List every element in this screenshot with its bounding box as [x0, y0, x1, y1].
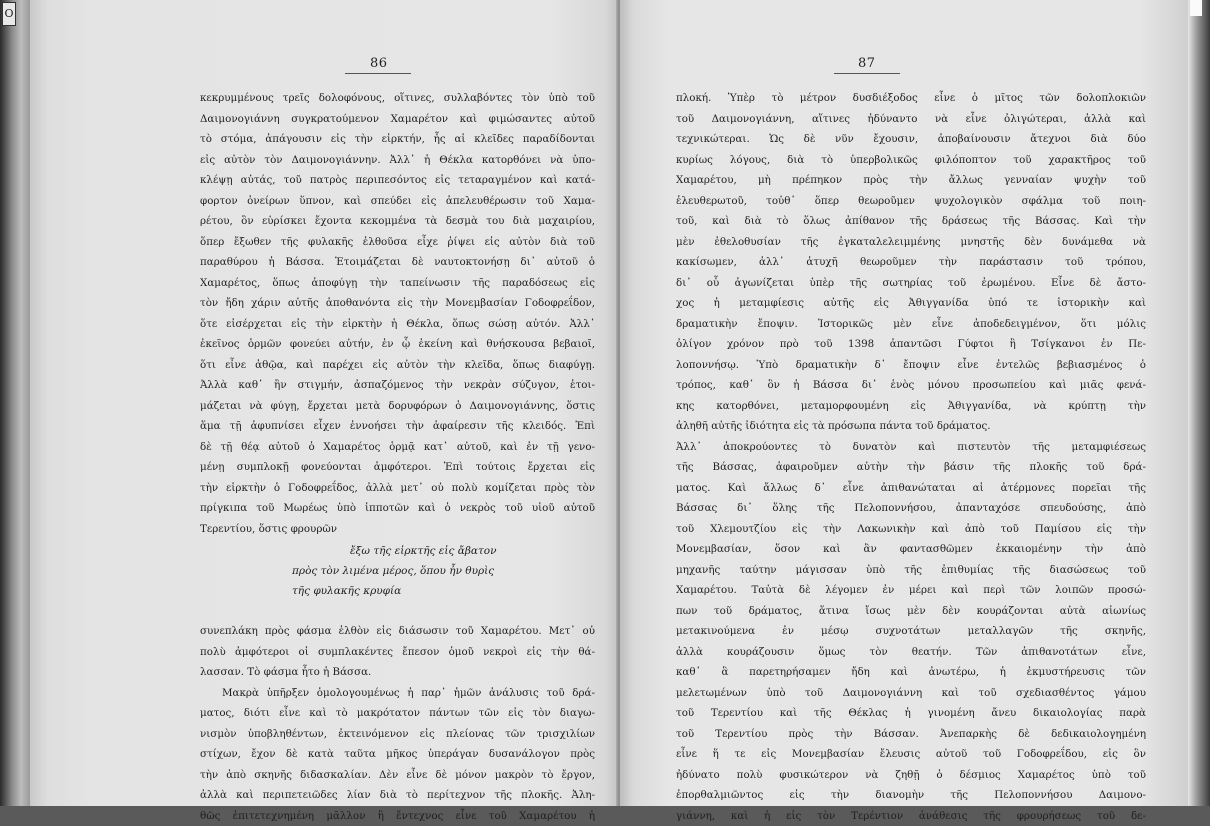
text-line: δι᾽ οὗ ἀγωνίζεται ὑπὲρ τῆς σωτηρίας τοῦ ἐρωμένου. Εἶνε δὲ ἄστο-: [676, 273, 1146, 294]
text-line: τοῦ Χλεμουτζίου εἰς τὴν Λακωνικὴν καὶ ἀπὸ τοῦ Παμίσου εἰς τὴν: [676, 519, 1146, 540]
text-line: Δαιμονογιάννη συγκρατούμενον Χαμαρέτον καὶ φιμώσαντες αὐτοῦ: [200, 109, 595, 130]
text-line: τῆς Βάσσας, ἀφαιροῦμεν αὐτὴν τὴν βάσιν τῆς πλοκῆς τοῦ δρά-: [676, 457, 1146, 478]
left-page-number-rule: [345, 73, 411, 74]
text-line: τοῦ Δαιμονογιάννη, αἵτινες ἠδύναντο νὰ εἶνε ὀλιγώτεραι, ἀλλὰ καὶ: [676, 109, 1146, 130]
text-line: ἅμα τῇ ἀφυπνίσει εἶχεν ἐννοήσει τὴν ἀφαίρεσιν τῆς κλειδός. Ἐπὶ: [200, 416, 595, 437]
right-page: [620, 0, 1188, 806]
text-line: τοῦ Τερεντίου πρὸς τὴν Βάσσαν. Ἀνεπαρκὴς δὲ δεδικαιολογημένη: [676, 724, 1146, 745]
text-line: ἀλλὰ καὶ περιπετειῶδες λίαν διὰ τὸ περίτεχνον τῆς πλοκῆς. Ἀλη-: [200, 785, 595, 806]
text-line: δὲ τῇ θέᾳ αὐτοῦ ὁ Χαμαρέτος ὁρμᾷ κατ᾽ αὐτοῦ, καὶ ἐν τῇ γενο-: [200, 437, 595, 458]
text-line: μετακινούμενα ἐν μέσῳ συχνοτάτων μεταλλαγῶν τῆς σκηνῆς,: [676, 621, 1146, 642]
text-line: ὀλίγον χρόνον πρὸ τοῦ 1398 ἀπαντῶσι Γύφτοι ἢ Τσίγκανοι ἐν Πε-: [676, 334, 1146, 355]
text-line: μὲν ἐθελοθυσίαν τῆς ἐγκαταλελειμμένης μνηστῆς δὲν δυνάμεθα νὰ: [676, 232, 1146, 253]
text-line: μελετωμένων ὑπὸ τοῦ Δαιμονογιάννη καὶ τοῦ σχεδιασθέντος γάμου: [676, 683, 1146, 704]
text-line: κακίσωμεν, ἀλλ᾽ ἀτυχῆ θεωροῦμεν τὴν παράστασιν τοῦ τρόπου,: [676, 252, 1146, 273]
text-line: ματος, διότι εἶνε καὶ τὸ μακρότατον πάντων τῶν εἰς τὸν διαγω-: [200, 703, 595, 724]
text-line: τὸ στόμα, ἀπάγουσιν εἰς τὴν εἱρκτήν, ἧς αἱ κλεῖδες παραδίδονται: [200, 129, 595, 150]
verse-block: [200, 539, 595, 621]
verse-line-2: πρὸς τὸν λιμένα μέρος, ὅπου ἦν θυρὶς: [200, 561, 595, 581]
text-line: ρέτου, ὃν εὑρίσκει ἔχοντα κεκομμένα τὰ δεσμὰ του διὰ μαχαιρίου,: [200, 211, 595, 232]
text-line: ἀλλὰ κουράζουσιν ὅμως τὸν θεατήν. Τῶν ἀπιθανοτάτων εἶνε,: [676, 642, 1146, 663]
text-line: παραθύρου ἡ Βάσσα. Ἑτοιμάζεται δὲ ναυτοκτονήσῃ δι᾽ αὐτοῦ ὁ: [200, 252, 595, 273]
text-line: μάζεται νὰ φύγῃ, ἔρχεται μετὰ δορυφόρων ὁ Δαιμονογιάννης, ὅστις: [200, 396, 595, 417]
left-page-number: 86: [370, 56, 388, 71]
text-line: κεκρυμμένους τρεῖς δολοφόνους, οἵτινες, συλλαβόντες τὸν ὑπὸ τοῦ: [200, 88, 595, 109]
text-line: πων τοῦ δράματος, ἅτινα ἴσως μὲν δὲν κουράζονται αὐτὰ αἰωνίως: [676, 601, 1146, 622]
text-line: φορτον ὀνείρων ὕπνον, καὶ σπεύδει εἰς ἀπελευθέρωσιν τοῦ Χαμα-: [200, 191, 595, 212]
text-line: κλέψῃ αὐτάς, τοῦ πατρὸς περιπεσόντος εἰς τεταραγμένον καὶ κατά-: [200, 170, 595, 191]
text-line: τρόπος, καθ᾽ ὃν ἡ Βάσσα δι᾽ ἑνὸς μόνου προσωπείου καὶ μιᾶς φενά-: [676, 375, 1146, 396]
text-line: Χαμαρέτος, ὅπως ἀποφύγῃ τὴν ταπείνωσιν τῆς παραδόσεως εἰς: [200, 273, 595, 294]
text-line: λασσαν. Τὸ φάσμα ἦτο ἡ Βάσσα.: [200, 662, 595, 683]
right-page-number: 87: [858, 56, 876, 71]
text-line: μηχανῆς ταύτην μάγισσαν ὑπὸ τῆς ἐπιθυμίας τῆς διασώσεως τοῦ: [676, 560, 1146, 581]
text-line: ὅτι εἶνε ἀθῷα, καὶ παρέχει εἰς αὐτὸν τὴν κλεῖδα, ὅπως διαφύγῃ.: [200, 355, 595, 376]
text-line: δραματικὴν ἔποψιν. Ἱστορικῶς μὲν εἶνε ἀποδεδειγμένον, ὅτι μόλις: [676, 314, 1146, 335]
text-line: Μονεμβασίαν, ὅσον καὶ ἂν φαντασθῶμεν ἐκκαιομένην τὴν ἀπὸ: [676, 539, 1146, 560]
text-line: ἐλευθερωτοῦ, τοὐθ᾽ ὅπερ θεωροῦμεν ψυχολογικὸν σφάλμα τοῦ ποιη-: [676, 191, 1146, 212]
text-line: πολὺ ἀμφότεροι οἱ συμπλακέντες ἔπεσον ὁμοῦ νεκροὶ εἰς τὴν θά-: [200, 642, 595, 663]
left-edge-strip: [0, 0, 30, 806]
text-line: Χαμαρέτου. Ταὐτὰ δὲ λέγομεν ἐν μέρει καὶ περὶ τῶν λοιπῶν προσώ-: [676, 580, 1146, 601]
text-line: πρίγκιπα τοῦ Μωρέως ὑπὸ ἱπποτῶν καὶ ὁ νεκρὸς τοῦ υἱοῦ αὐτοῦ: [200, 498, 595, 519]
text-line: Ἀλλὰ καθ᾽ ἣν στιγμήν, ἀσπαζόμενος τὴν νεκρὰν σύζυγον, ἑτοι-: [200, 375, 595, 396]
left-page-text: [200, 88, 595, 826]
text-line: Τερεντίου, ὅστις φρουρῶν: [200, 519, 595, 540]
text-line: εἰς αὐτὸν τὸν Δαιμονογιάννην. Ἀλλ᾽ ἡ Θέκλα κατορθόνει νὰ ὑπο-: [200, 150, 595, 171]
text-line: Ἀλλ᾽ ἀποκρούοντες τὸ δυνατὸν καὶ πιστευτὸν τῆς μεταμφιέσεως: [676, 437, 1146, 458]
text-line: τὸν ἤδη χάριν αὐτῆς ἀποθανόντα εἰς τὴν Μονεμβασίαν Γοδοφρεΐδον,: [200, 293, 595, 314]
text-line: στίχων, ἔχον δὲ κατὰ ταῦτα μῆκος ὑπεράγαν δυσανάλογον πρὸς: [200, 744, 595, 765]
text-line: εἶνε ἥ τε εἰς Μονεμβασίαν ἔλευσις αὐτοῦ τοῦ Γοδοφρεΐδου, εἰς ὃν: [676, 744, 1146, 765]
text-line: ἐκεῖνος ὁρμῶν φονεύει αὐτήν, ἐν ᾧ ἐκείνη καὶ θνήσκουσα βεβαιοῖ,: [200, 334, 595, 355]
verse-line-1: ἔξω τῆς εἱρκτῆς εἰς ἄβατον: [200, 541, 595, 561]
text-line: τὴν ἀπὸ σκηνῆς διδασκαλίαν. Δὲν εἶνε δὲ μόνον μακρὸν τὸ ἔργον,: [200, 765, 595, 786]
text-line: τοῦ Τερεντίου καὶ τῆς Θέκλας ἡ γινομένη ἄνευ δικαιολογίας παρὰ: [676, 703, 1146, 724]
text-line: γιάννη, καὶ ἡ εἰς τὸν Τερέντιον ἀνάθεσις τῆς φρουρήσεως τοῦ δε-: [676, 806, 1146, 826]
text-line: μένῃ συμπλοκῇ φονεύονται ἀμφότεροι. Ἐπὶ τούτοις ἔρχεται εἰς: [200, 457, 595, 478]
text-line: ὅπερ ἔξωθεν τῆς φυλακῆς ἐλθοῦσα εἶχε ῥίψει εἰς αὐτὸν διὰ τοῦ: [200, 232, 595, 253]
text-line: ματος. Καὶ ἄλλως δ᾽ εἶνε ἀπιθανώταται αἱ ἀτέρμονες πορεῖαι τῆς: [676, 478, 1146, 499]
text-line: συνεπλάκη πρὸς φάσμα ἐλθὸν εἰς διάσωσιν τοῦ Χαμαρέτου. Μετ᾽ οὐ: [200, 621, 595, 642]
text-line: ἠδύνατο πολὺ φυσικώτερον νὰ ζηθῇ ὁ δέσμιος Χαμαρέτος ὑπὸ τοῦ: [676, 765, 1146, 786]
text-line: λοποννήσῳ. Ὑπὸ δραματικὴν δ᾽ ἔποψιν εἶνε ἐντελῶς βεβιασμένος ὁ: [676, 355, 1146, 376]
text-line: θῶς ἐπιτετεχνημένη μᾶλλον ἢ ἔντεχνος εἶνε τοῦ Χαμαρέτου ἡ: [200, 806, 595, 826]
edge-tab: O: [2, 2, 16, 26]
verse-line-3: τῆς φυλακῆς κρυφία: [200, 581, 595, 601]
right-edge-strip: [1188, 0, 1210, 806]
left-text-top: [200, 88, 595, 539]
text-line: ἀληθῆ αὐτῆς ἰδιότητα εἰς τὰ πρόσωπα πάντα τοῦ δράματος.: [676, 416, 1146, 437]
left-text-bottom: [200, 683, 595, 826]
text-line: κης κατορθόνει, μεταμορφουμένη εἰς Ἀθιγγανίδα, νὰ κρύπτῃ τὴν: [676, 396, 1146, 417]
left-text-middle: [200, 621, 595, 683]
right-text-lines: [676, 88, 1146, 826]
text-line: νισμὸν ὑποβληθέντων, ἐκτεινόμενον εἰς πλείονας τῶν τρισχιλίων: [200, 724, 595, 745]
text-line: Χαμαρέτου, μὴ πρέπηκον πρὸς τὴν ἄλλως γενναίαν ψυχὴν τοῦ: [676, 170, 1146, 191]
text-line: Βάσσας δι᾽ ὅλης τῆς Πελοποννήσου, ἀπανταχόσε σπευδούσης, ἀπὸ: [676, 498, 1146, 519]
text-line: τὴν εἱρκτὴν ὁ Γοδοφρεΐδος, ἀλλὰ μετ᾽ οὐ πολὺ κομίζεται πρὸς τὸν: [200, 478, 595, 499]
text-line: τοῦ, καὶ διὰ τὸ ὅλως ἀπίθανον τῆς δράσεως τῆς Βάσσας. Καὶ τὴν: [676, 211, 1146, 232]
right-page-number-rule: [834, 73, 900, 74]
text-line: ὅτε εἰσέρχεται εἰς τὴν εἱρκτὴν ἡ Θέκλα, ὅπως σώσῃ αὐτόν. Ἀλλ᾽: [200, 314, 595, 335]
left-page: [30, 0, 620, 806]
text-line: καθ᾽ ἃ παρετηρήσαμεν ἤδη καὶ ἀνωτέρω, ἡ ἐκμυστήρευσις τῶν: [676, 662, 1146, 683]
text-line: πλοκή. Ὑπὲρ τὸ μέτρον δυσδιέξοδος εἶνε ὁ μῖτος τῶν δολοπλοκιῶν: [676, 88, 1146, 109]
text-line: ἐπορθαλμιῶντος εἰς τὴν διανομὴν τῆς Πελοποννήσου Δαιμονο-: [676, 785, 1146, 806]
right-page-text: [676, 88, 1146, 826]
text-line: κυρίως λόγους, διὰ τὸ ὑπερβολικῶς φιλόποπτον τοῦ χαρακτῆρος τοῦ: [676, 150, 1146, 171]
text-line: τεχνικώτεραι. Ὡς δὲ νῦν ἔχουσιν, ἀποβαίνουσιν ἄτεχνοι διὰ δύο: [676, 129, 1146, 150]
text-line: χος ἡ μεταμφίεσις αὐτῆς εἰς Ἀθιγγανίδα ὑπό τε ἱστορικὴν καὶ: [676, 293, 1146, 314]
text-line: Μακρὰ ὑπῆρξεν ὁμολογουμένως ἡ παρ᾽ ἡμῶν ἀνάλυσις τοῦ δρά-: [200, 683, 595, 704]
